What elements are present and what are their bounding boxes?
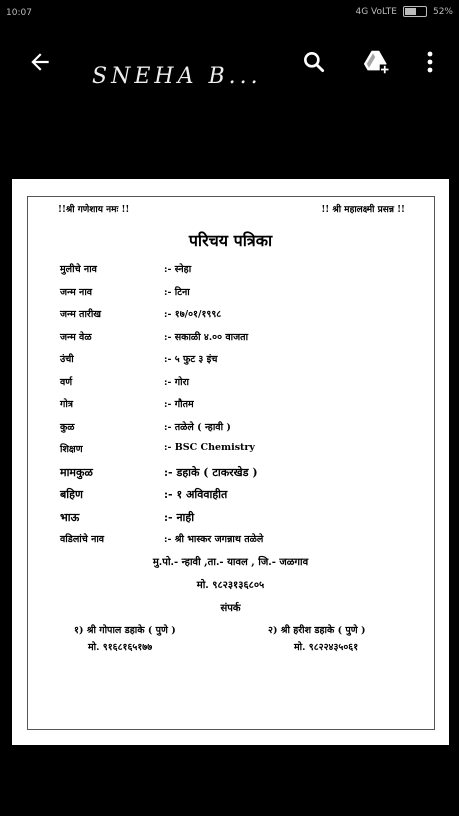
field-label: वर्ण xyxy=(60,376,73,388)
field-row xyxy=(60,282,440,305)
field-row xyxy=(60,304,440,327)
field-label: जन्म नाव xyxy=(60,286,93,298)
field-label: मुलीचे नाव xyxy=(60,264,97,275)
field-label: उंची xyxy=(60,354,74,365)
contact-2-name: २) श्री हरीश डहाके ( पुणे ) xyxy=(268,625,366,636)
field-value: :- १७/०१/१९९८ xyxy=(164,309,222,320)
invocation-left: !!श्री गणेशाय नमः !! xyxy=(58,205,130,215)
status-time: 10:07 xyxy=(6,8,32,18)
invocation-right: !! श्री महालक्ष्मी प्रसन्न !! xyxy=(321,205,405,215)
field-row xyxy=(60,259,440,282)
field-value: :- सकाळी ४.०० वाजता xyxy=(164,331,249,343)
field-row xyxy=(60,349,440,372)
field-value: :- श्री भास्कर जगन्नाथ तळेले xyxy=(164,534,264,545)
field-label: जन्म तारीख xyxy=(60,309,102,320)
field-value: :- गोरा xyxy=(164,376,189,388)
status-icons xyxy=(356,6,454,17)
battery-percent: 52% xyxy=(432,6,453,17)
field-label: जन्म वेळ xyxy=(60,331,92,343)
field-label: शिक्षण xyxy=(60,444,83,455)
field-row xyxy=(60,394,440,417)
field-label: कुळ xyxy=(60,421,75,433)
field-row xyxy=(60,529,440,552)
field-label: वडिलांचे नाव xyxy=(60,534,105,545)
contact-2-phone: मो. ९८२२४३५०६१ xyxy=(294,642,359,653)
field-value: :- तळेले ( न्हावी ) xyxy=(164,421,231,433)
field-value: :- १ अविवाहीत xyxy=(164,488,228,501)
field-row xyxy=(60,417,440,440)
status-bar xyxy=(0,0,459,26)
add-to-drive-icon xyxy=(361,47,391,77)
field-value: :- BSC Chemistry xyxy=(164,442,255,453)
address-line: मु.पो.- न्हावी ,ता.- यावल , जि.- जळगाव xyxy=(152,557,309,568)
field-value: :- गौतम xyxy=(164,399,194,410)
more-options-button[interactable] xyxy=(412,44,448,80)
document-heading: परिचय पत्रिका xyxy=(188,231,273,250)
search-button[interactable] xyxy=(296,44,332,80)
back-button[interactable] xyxy=(22,44,58,80)
contact-1-name: १) श्री गोपाल डहाके ( पुणे ) xyxy=(74,625,176,636)
phone-line: मो. ९८२३१३६८०५ xyxy=(196,580,265,591)
field-value: :- डहाके ( टाकरखेड ) xyxy=(164,465,258,479)
document-title: SNEHA B... xyxy=(92,64,262,89)
app-bar xyxy=(0,30,459,100)
field-label: बहिण xyxy=(60,488,83,501)
field-row xyxy=(60,507,440,530)
add-to-drive-button[interactable] xyxy=(358,44,394,80)
field-value: :- टिना xyxy=(164,286,190,298)
field-label: भाऊ xyxy=(60,510,80,524)
biodata-fields xyxy=(60,259,440,552)
field-row xyxy=(60,327,440,350)
field-label: मामकुळ xyxy=(60,465,93,479)
network-label: 4G VoLTE xyxy=(355,6,397,17)
search-icon xyxy=(301,49,327,75)
document-page xyxy=(12,179,449,745)
field-value: :- ५ फुट ३ इंच xyxy=(164,354,218,365)
field-value: :- स्नेहा xyxy=(164,264,192,275)
field-value: :- नाही xyxy=(164,510,195,524)
field-row xyxy=(60,462,440,485)
battery-icon xyxy=(403,6,427,17)
field-row xyxy=(60,372,440,395)
contact-heading: संपर्क xyxy=(220,603,241,614)
field-label: गोत्र xyxy=(60,399,74,410)
field-row xyxy=(60,439,440,462)
contact-1-phone: मो. ९१६८१६५१७७ xyxy=(88,642,153,653)
arrow-back-icon xyxy=(27,49,53,75)
field-row xyxy=(60,484,440,507)
more-vert-icon xyxy=(426,50,434,74)
